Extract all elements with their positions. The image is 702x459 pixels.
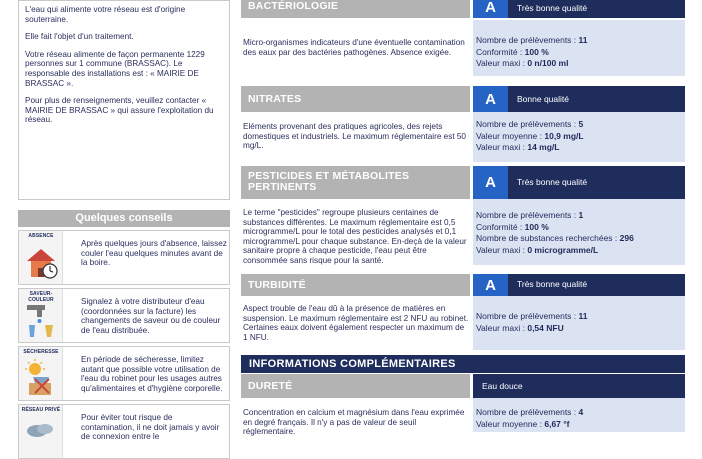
param-stats <box>473 112 685 162</box>
stat-label: Nombre de prélèvements : <box>476 35 579 45</box>
param-stats <box>473 199 685 265</box>
param-bacteriologie-header <box>241 0 685 18</box>
conseils-title: Quelques conseils <box>18 210 230 227</box>
stat-label: Valeur maxi : <box>476 142 528 152</box>
stat-row <box>476 222 682 234</box>
stat-row <box>476 407 682 419</box>
param-name: DURETÉ <box>241 374 470 398</box>
stat-value: 4 <box>578 407 584 417</box>
quality-label: Très bonne qualité <box>508 166 685 199</box>
left-column <box>18 0 230 442</box>
intro-paragraph: Elle fait l'objet d'un traitement. <box>25 32 134 42</box>
conseil-saveur-couleur <box>18 288 230 343</box>
stat-row <box>476 47 682 59</box>
sun-drought-icon <box>19 347 63 400</box>
stat-value: 11 <box>578 311 588 321</box>
stat-row <box>476 323 682 335</box>
conseil-label: ABSENCE <box>28 233 54 239</box>
stat-row <box>476 233 682 245</box>
stat-value: 0 n/100 ml <box>527 58 569 68</box>
stat-value: 10,9 mg/L <box>544 130 584 141</box>
stat-row <box>476 58 682 70</box>
stat-value: 0 microgramme/L <box>527 244 599 255</box>
house-clock-icon <box>19 231 63 284</box>
param-durete-header <box>241 374 685 398</box>
stat-row <box>476 35 682 47</box>
param-turbidite-header <box>241 274 685 296</box>
stat-row <box>476 245 682 257</box>
stat-value: 5 <box>578 119 584 129</box>
conseil-text: En période de sécheresse, limitez autant que possible votre utilisation de l'eau du robinet pour les usages autres qu'alimentaires et d'hygiène corporelle. <box>81 355 223 393</box>
stat-value: 100 % <box>524 221 549 232</box>
param-name: PESTICIDES ET MÉTABOLITES PERTINENTS <box>241 166 470 199</box>
stat-row <box>476 119 682 131</box>
stat-label: Conformité : <box>476 46 525 57</box>
param-turbidite-body <box>241 296 685 350</box>
intro-paragraph: Pour plus de renseignements, veuillez contacter « MAIRIE DE BRASSAC » qui assure l'exploitation du réseau. <box>25 96 214 125</box>
param-description: Eléments provenant des pratiques agricoles, des rejets domestiques et industriels. Le maximum réglementaire est 50 mg/L. <box>243 122 466 151</box>
stat-label: Nombre de substances recherchées : <box>476 233 620 243</box>
param-bacteriologie-body <box>241 20 685 76</box>
grade-badge: A <box>473 166 508 199</box>
stat-row <box>476 142 682 154</box>
conseil-secheresse <box>18 346 230 401</box>
quality-label: Eau douce <box>473 374 685 398</box>
stat-label: Conformité : <box>476 221 525 232</box>
stat-row <box>476 210 682 222</box>
param-stats <box>473 20 685 76</box>
conseil-reseau-prive <box>18 404 230 459</box>
param-pesticides-body <box>241 199 685 265</box>
conseil-absence <box>18 230 230 285</box>
stat-label: Nombre de prélèvements : <box>476 119 579 129</box>
info-section-title: INFORMATIONS COMPLÉMENTAIRES <box>241 355 685 373</box>
stat-label: Nombre de prélèvements : <box>476 311 579 321</box>
tap-glasses-icon <box>19 289 63 342</box>
grade-badge: A <box>473 86 508 112</box>
param-stats <box>473 398 685 432</box>
stat-row <box>476 419 682 431</box>
conseil-label: SÉCHERESSE <box>23 349 59 355</box>
param-durete-body <box>241 398 685 437</box>
param-description: Micro-organismes indicateurs d'une éventuelle contamination des eaux par des bactéries pathogènes. Absence exigée. <box>243 38 465 57</box>
stat-label: Nombre de prélèvements : <box>476 407 579 417</box>
private-network-icon <box>19 405 63 458</box>
stat-value: 296 <box>619 233 634 243</box>
intro-box <box>18 0 230 200</box>
param-name: TURBIDITÉ <box>241 274 470 296</box>
conseil-text: Pour éviter tout risque de contamination, il ne doit jamais y avoir de connexion entre le <box>81 413 220 442</box>
param-stats <box>473 296 685 350</box>
stat-row <box>476 131 682 143</box>
param-name: BACTÉRIOLOGIE <box>241 0 470 18</box>
stat-label: Valeur maxi : <box>476 322 528 333</box>
stat-label: Valeur maxi : <box>476 244 528 255</box>
conseil-label: SAVEUR-COULEUR <box>28 291 54 303</box>
stat-value: 14 mg/L <box>527 142 560 152</box>
conseils-box <box>18 210 230 459</box>
param-name: NITRATES <box>241 86 470 112</box>
grade-badge: A <box>473 274 508 296</box>
stat-label: Valeur moyenne : <box>476 130 545 141</box>
intro-paragraph: L'eau qui alimente votre réseau est d'origine souterraine. <box>25 5 186 24</box>
stat-value: 0,54 NFU <box>527 322 564 333</box>
intro-paragraph: Votre réseau alimente de façon permanente 1229 personnes sur 1 commune (BRASSAC). Le responsable des installations est : « MAIRIE DE BRASSAC ». <box>25 49 205 88</box>
grade-badge: A <box>473 0 508 18</box>
stat-value: 11 <box>578 35 588 45</box>
param-nitrates-header <box>241 86 685 112</box>
stat-value: 100 % <box>524 46 549 57</box>
conseil-text: Signalez à votre distributeur d'eau (coordonnées sur la facture) les changements de saveur ou de couleur de l'eau distribuée. <box>81 297 221 335</box>
stat-row <box>476 311 682 323</box>
param-nitrates-body <box>241 112 685 162</box>
quality-label: Très bonne qualité <box>508 274 685 296</box>
stat-value: 6,67 °f <box>544 418 570 429</box>
stat-label: Valeur maxi : <box>476 58 528 68</box>
param-pesticides-header <box>241 166 685 199</box>
quality-label: Bonne qualité <box>508 86 685 112</box>
param-description: Le terme "pesticides" regroupe plusieurs centaines de substances différentes. Le maximum réglementaire est 0,5 microgramme/L pour le total des pesticides analysés et 0,1 microgramme/L pour chaque substance. En-deçà de la valeur sanitaire propre à chaque pesticide, l'eau peut être consommée sans risque pour la santé. <box>243 208 467 265</box>
conseil-text: Après quelques jours d'absence, laissez couler l'eau quelques minutes avant de la boire. <box>81 239 227 268</box>
param-description: Aspect trouble de l'eau dû à la présence de matières en suspension. Le maximum réglementaire est 2 NFU au robinet. Certaines eaux doivent également respecter un maximum de 1 NFU. <box>243 304 469 342</box>
conseil-label: RÉSEAU PRIVÉ <box>21 407 61 413</box>
param-description: Concentration en calcium et magnésium dans l'eau exprimée en degré français. Il n'y a pas de valeur de seuil réglementaire. <box>243 408 465 437</box>
stat-label: Valeur moyenne : <box>476 418 545 429</box>
stat-value: 1 <box>578 210 584 220</box>
quality-label: Très bonne qualité <box>508 0 685 18</box>
stat-label: Nombre de prélèvements : <box>476 210 579 220</box>
